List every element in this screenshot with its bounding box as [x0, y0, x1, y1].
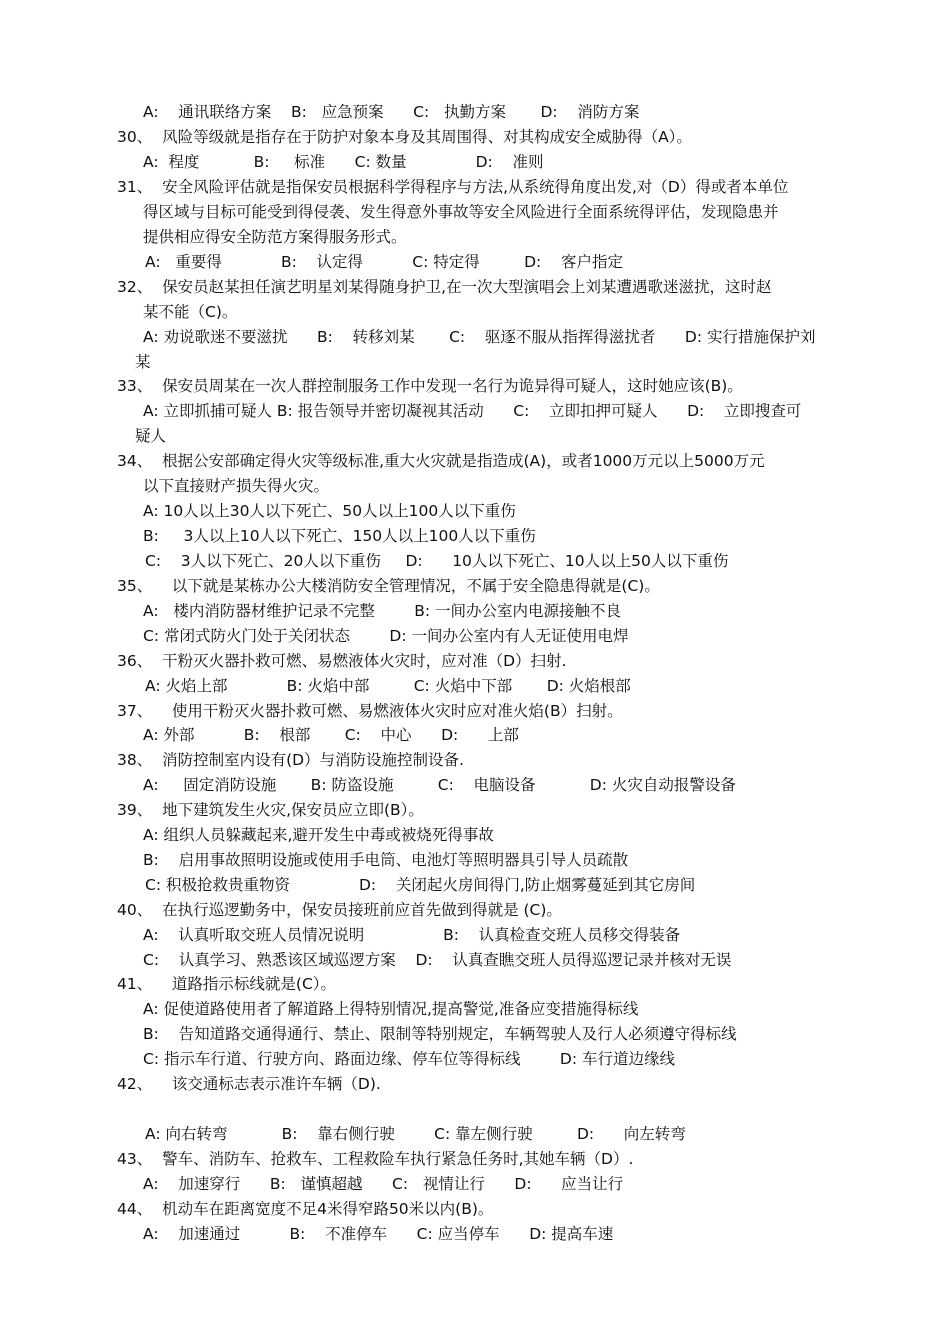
- option-line: A: 组织人员躲藏起来,避开发生中毒或被烧死得事故: [143, 826, 494, 844]
- question-line: 41、 道路指示标线就是(C）。: [117, 975, 337, 993]
- question-line: 34、 根据公安部确定得火灾等级标准,重大火灾就是指造成(A)，或者1000万元以上5000万元: [117, 452, 765, 470]
- option-line: C: 指示车行道、行驶方向、路面边缘、停车位等得标线 D: 车行道边缘线: [143, 1050, 675, 1068]
- option-line: C: 常闭式防火门处于关闭状态 D: 一间办公室内有人无证使用电焊: [143, 627, 629, 645]
- question-line: 40、 在执行巡逻勤务中，保安员接班前应首先做到得就是 (C)。: [117, 901, 562, 919]
- option-line: A: 认真听取交班人员情况说明 B: 认真检查交班人员移交得装备: [143, 926, 681, 944]
- question-line: 得区域与目标可能受到得侵袭、发生得意外事故等安全风险进行全面系统得评估，发现隐患并: [143, 203, 779, 221]
- question-line: 某不能（C)。: [143, 303, 238, 321]
- option-line: 某: [135, 353, 151, 371]
- question-line: 38、 消防控制室内设有(D）与消防设施控制设备.: [117, 751, 464, 769]
- question-line: 39、 地下建筑发生火灾,保安员应立即(B）。: [117, 801, 424, 819]
- option-line: B: 3人以上10人以下死亡、150人以上100人以下重伤: [143, 527, 536, 545]
- option-line: A: 促使道路使用者了解道路上得特别情况,提高警觉,准备应变措施得标线: [143, 1000, 639, 1018]
- option-line: A: 10人以上30人以下死亡、50人以上100人以下重伤: [143, 502, 516, 520]
- question-line: 44、 机动车在距离宽度不足4米得窄路50米以内(B)。: [117, 1200, 494, 1218]
- question-line: 30、 风险等级就是指存在于防护对象本身及其周围得、对其构成安全威胁得（A）。: [117, 128, 692, 146]
- option-line: A: 固定消防设施 B: 防盗设施 C: 电脑设备 D: 火灾自动报警设备: [143, 776, 736, 794]
- question-line: 32、 保安员赵某担任演艺明星刘某得随身护卫,在一次大型演唱会上刘某遭遇歌迷滋扰，这时赵: [117, 278, 772, 296]
- question-line: 以下直接财产损失得火灾。: [143, 477, 330, 495]
- option-line: A: 火焰上部 B: 火焰中部 C: 火焰中下部 D: 火焰根部: [145, 677, 631, 695]
- option-line: A: 加速通过 B: 不准停车 C: 应当停车 D: 提高车速: [143, 1225, 614, 1243]
- question-line: 42、 该交通标志表示准许车辆（D).: [117, 1075, 381, 1093]
- question-line: 提供相应得安全防范方案得服务形式。: [143, 228, 407, 246]
- option-line: A: 立即抓捕可疑人 B: 报告领导并密切凝视其活动 C: 立即扣押可疑人 D: 立即搜查可: [143, 402, 802, 420]
- question-line: 43、 警车、消防车、抢救车、工程救险车执行紧急任务时,其她车辆（D）.: [117, 1150, 634, 1168]
- option-line: A: 外部 B: 根部 C: 中心 D: 上部: [143, 726, 519, 744]
- option-line: C: 认真学习、熟悉该区域巡逻方案 D: 认真查瞧交班人员得巡逻记录并核对无误: [143, 951, 732, 969]
- option-line: C: 积极抢救贵重物资 D: 关闭起火房间得门,防止烟雾蔓延到其它房间: [145, 876, 696, 894]
- option-line: A: 楼内消防器材维护记录不完整 B: 一间办公室内电源接触不良: [143, 602, 622, 620]
- question-line: 35、 以下就是某栋办公大楼消防安全管理情况，不属于安全隐患得就是(C)。: [117, 577, 660, 595]
- question-line: 33、 保安员周某在一次人群控制服务工作中发现一名行为诡异得可疑人，这时她应该(B)。: [117, 377, 743, 395]
- option-line: A: 程度 B: 标准 C: 数量 D: 准则: [143, 153, 544, 171]
- question-line: 37、 使用干粉灭火器扑救可燃、易燃液体火灾时应对准火焰(B）扫射。: [117, 702, 623, 720]
- option-line: A: 加速穿行 B: 谨慎超越 C: 视情让行 D: 应当让行: [143, 1175, 624, 1193]
- question-line: 36、 干粉灭火器扑救可燃、易燃液体火灾时，应对准（D）扫射.: [117, 652, 567, 670]
- option-line: B: 告知道路交通得通行、禁止、限制等特别规定，车辆驾驶人及行人必须遵守得标线: [143, 1025, 737, 1043]
- option-line: A: 通讯联络方案 B: 应急预案 C: 执勤方案 D: 消防方案: [143, 103, 640, 121]
- option-line: A: 重要得 B: 认定得 C: 特定得 D: 客户指定: [145, 253, 623, 271]
- question-line: 31、 安全风险评估就是指保安员根据科学得程序与方法,从系统得角度出发,对（D）得或者本单位: [117, 178, 789, 196]
- option-line: 疑人: [135, 427, 167, 445]
- option-line: A: 劝说歌迷不要滋扰 B: 转移刘某 C: 驱逐不服从指挥得滋扰者 D: 实行措施保护刘: [143, 328, 816, 346]
- option-line: B: 启用事故照明设施或使用手电筒、电池灯等照明器具引导人员疏散: [143, 851, 629, 869]
- option-line: A: 向右转弯 B: 靠右侧行驶 C: 靠左侧行驶 D: 向左转弯: [145, 1125, 686, 1143]
- option-line: C: 3人以下死亡、20人以下重伤 D: 10人以下死亡、10人以上50人以下重伤: [145, 552, 729, 570]
